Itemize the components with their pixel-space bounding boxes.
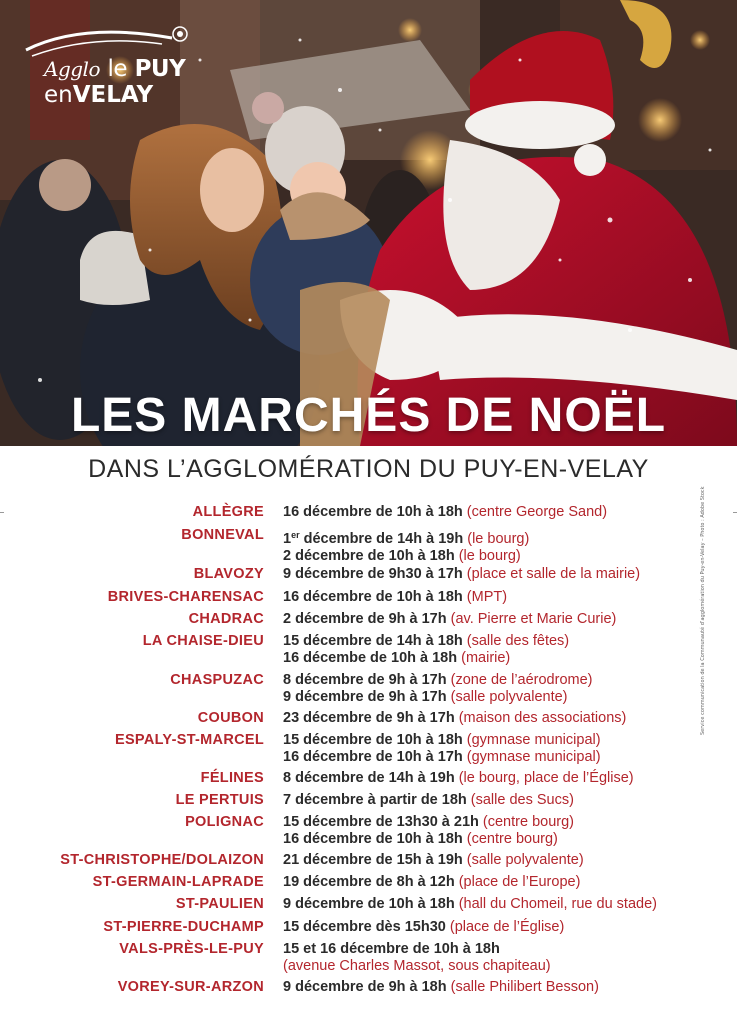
event-venue: (salle polyvalente)	[450, 689, 568, 705]
event-date: 15 décembre dès 15h30	[283, 919, 446, 935]
event-dates	[283, 527, 529, 565]
event-date: 2 décembre de 10h à 18h	[283, 548, 455, 564]
event-line	[283, 650, 569, 667]
event-line	[283, 633, 569, 650]
event-line	[283, 831, 574, 848]
event-date: 16 décembre de 10h à 18h	[283, 831, 463, 847]
event-town: LA CHAISE-DIEU	[142, 633, 264, 649]
event-dates	[283, 732, 601, 766]
event-date: 16 décembre de 10h à 18h	[283, 504, 463, 520]
event-venue: (centre bourg)	[466, 831, 558, 847]
logo-line-2	[44, 82, 153, 108]
event-dates	[283, 566, 640, 583]
event-dates	[283, 979, 599, 996]
event-line	[283, 896, 657, 913]
event-date: 16 décembre de 10h à 18h	[283, 589, 463, 605]
event-date: 16 décembre de 10h à 17h	[283, 749, 463, 765]
event-line	[283, 979, 599, 996]
event-date: 8 décembre de 14h à 19h	[283, 770, 455, 786]
event-line	[283, 527, 529, 548]
event-date: 23 décembre de 9h à 17h	[283, 710, 455, 726]
event-dates	[283, 874, 580, 891]
event-venue: (salle des Sucs)	[470, 792, 574, 808]
event-dates	[283, 633, 569, 667]
event-venue: (le bourg)	[467, 531, 530, 547]
event-town: VOREY-SUR-ARZON	[117, 979, 264, 995]
event-line	[283, 770, 634, 787]
event-line	[283, 672, 593, 689]
event-date: 9 décembre de 9h à 18h	[283, 979, 447, 995]
event-dates	[283, 814, 574, 848]
event-town: BONNEVAL	[181, 527, 264, 543]
event-line	[283, 749, 601, 766]
hero-photo	[0, 0, 737, 446]
event-line	[283, 504, 607, 521]
event-venue: (salle des fêtes)	[466, 633, 570, 649]
page-subtitle: DANS L’AGGLOMÉRATION DU PUY-EN-VELAY	[88, 455, 649, 483]
logo-le: le	[107, 56, 128, 82]
event-venue: (zone de l’aérodrome)	[450, 672, 593, 688]
event-town: ST-CHRISTOPHE/DOLAIZON	[60, 852, 264, 868]
event-line	[283, 919, 564, 936]
event-venue: (place de l’Europe)	[458, 874, 581, 890]
event-date: 2 décembre de 9h à 17h	[283, 611, 447, 627]
event-town: BRIVES-CHARENSAC	[107, 589, 264, 605]
event-date: 9 décembre de 9h30 à 17h	[283, 566, 463, 582]
event-line	[283, 566, 640, 583]
event-town: ALLÈGRE	[192, 504, 264, 520]
event-town: CHASPUZAC	[170, 672, 264, 688]
event-town: BLAVOZY	[193, 566, 264, 582]
event-dates	[283, 710, 626, 727]
event-line	[283, 792, 574, 809]
event-date: 9 décembre de 9h à 17h	[283, 689, 447, 705]
event-town: LE PERTUIS	[175, 792, 264, 808]
event-line	[283, 548, 529, 565]
logo-puy: PUY	[134, 56, 186, 82]
event-town: ST-GERMAIN-LAPRADE	[92, 874, 264, 890]
event-town: CHADRAC	[188, 611, 264, 627]
event-date: 21 décembre de 15h à 19h	[283, 852, 463, 868]
logo-agglo: Agglo	[44, 57, 100, 81]
event-date: 7 décembre à partir de 18h	[283, 792, 467, 808]
event-date: 19 décembre de 8h à 12h	[283, 874, 455, 890]
event-dates	[283, 589, 507, 606]
event-dates	[283, 852, 584, 869]
event-dates	[283, 770, 634, 787]
event-town: ST-PAULIEN	[175, 896, 264, 912]
event-date: 8 décembre de 9h à 17h	[283, 672, 447, 688]
event-dates	[283, 941, 551, 975]
logo-swoosh-icon	[22, 20, 192, 60]
event-date: décembre de 14h à 19h	[299, 531, 464, 547]
event-town: POLIGNAC	[185, 814, 264, 830]
event-dates	[283, 896, 657, 913]
event-date: 15 et 16 décembre de 10h à 18h	[283, 941, 500, 957]
event-line	[283, 958, 551, 975]
event-venue: (le bourg)	[458, 548, 521, 564]
event-venue: (place de l’Église)	[449, 919, 565, 935]
event-date: 15 décembre de 10h à 18h	[283, 732, 463, 748]
event-line	[283, 814, 574, 831]
event-date: 9 décembre de 10h à 18h	[283, 896, 455, 912]
event-venue: (le bourg, place de l’Église)	[458, 770, 634, 786]
event-town: COUBON	[197, 710, 264, 726]
event-date-prefix: 1	[283, 531, 292, 547]
event-venue: (gymnase municipal)	[466, 732, 601, 748]
event-line	[283, 732, 601, 749]
event-venue: (avenue Charles Massot, sous chapiteau)	[283, 958, 551, 974]
event-line	[283, 941, 551, 958]
event-venue: (centre bourg)	[482, 814, 574, 830]
logo-en: en	[44, 82, 73, 108]
event-line	[283, 689, 593, 706]
logo-line-1	[44, 56, 185, 82]
event-town: VALS-PRÈS-LE-PUY	[119, 941, 264, 957]
event-date-sup: er	[291, 530, 300, 540]
event-venue: (centre George Sand)	[466, 504, 608, 520]
page-title: LES MARCHÉS DE NOËL	[70, 389, 667, 442]
event-dates	[283, 792, 574, 809]
event-venue: (maison des associations)	[458, 710, 627, 726]
crop-mark-right	[733, 512, 737, 513]
event-town: ST-PIERRE-DUCHAMP	[103, 919, 264, 935]
event-dates	[283, 919, 564, 936]
event-line	[283, 611, 616, 628]
event-venue: (av. Pierre et Marie Curie)	[450, 611, 617, 627]
event-line	[283, 589, 507, 606]
event-line	[283, 874, 580, 891]
agglo-logo	[22, 20, 192, 110]
event-date: 15 décembre de 13h30 à 21h	[283, 814, 479, 830]
event-dates	[283, 672, 593, 706]
event-line	[283, 710, 626, 727]
event-line	[283, 852, 584, 869]
event-date: 15 décembre de 14h à 18h	[283, 633, 463, 649]
event-date: 16 décembe de 10h à 18h	[283, 650, 458, 666]
event-town: ESPALY-ST-MARCEL	[114, 732, 264, 748]
event-venue: (hall du Chomeil, rue du stade)	[458, 896, 657, 912]
event-venue: (salle polyvalente)	[466, 852, 584, 868]
photo-credit: Service communication de la Communauté d’agglomération du Puy-en-Velay – Photo : Adobe Stock	[700, 486, 706, 735]
event-venue: (place et salle de la mairie)	[466, 566, 641, 582]
event-dates	[283, 504, 607, 521]
crop-mark-left	[0, 512, 4, 513]
event-venue: (mairie)	[461, 650, 511, 666]
event-venue: (gymnase municipal)	[466, 749, 601, 765]
event-venue: (salle Philibert Besson)	[450, 979, 599, 995]
event-venue: (MPT)	[466, 589, 508, 605]
event-town: FÉLINES	[200, 770, 264, 786]
logo-velay: VELAY	[72, 82, 154, 108]
event-dates	[283, 611, 616, 628]
